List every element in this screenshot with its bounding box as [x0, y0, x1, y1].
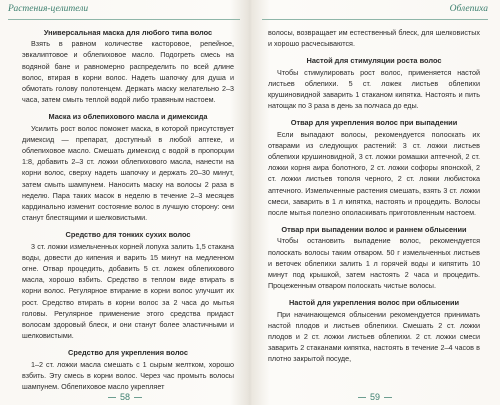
- section-title: Настой для стимуляции роста волос: [306, 56, 442, 66]
- page-number: [345, 392, 405, 402]
- page-number: [95, 392, 155, 402]
- page-number-text: 59: [369, 392, 380, 402]
- page-number-text: 58: [119, 392, 130, 402]
- paragraph: Чтобы стимулировать рост волос, применяется настой листьев облепихи. 5 ст. ложек листьев облепихи крушиновидной заварить 1 стаканом кипятка. Настоять и пить натощак по 3 раза в день за полчаса до еды.: [268, 67, 480, 111]
- paragraph: Чтобы остановить выпадение волос, рекомендуется полоскать волосы таким отваром. 50 г измельченных листьев и веточек облепихи залить 1 л горячей воды и кипятить 10 минут под крышкой, затем настоять 2 часа и процедить. Процеженным отваром полоскать чистые волосы.: [268, 236, 480, 291]
- section-title: Маска из облепихового масла и димексида: [48, 112, 208, 122]
- running-head: Облепиха: [449, 4, 488, 14]
- paragraph: Взять в равном количестве касторовое, репейное, эвкалиптовое и облепиховое масло. Подогреть смесь на водяной бане и равномерно распределить по всей длине волос, втирая в корни волос. Надеть шапочку для душа и обмотать голову полотенцем. Держать маску желательно 2–3 часа, затем смыть теплой водой либо травяным настоем.: [22, 39, 234, 105]
- section-title: Средство для тонких сухих волос: [65, 230, 191, 240]
- paragraph: волосы, возвращает им естественный блеск, для шелковистых и хорошо расчесываются.: [268, 28, 480, 49]
- paragraph: Усилить рост волос поможет маска, в которой присутствует димексид — препарат, доступный в любой аптеке, и облепиховое масло. Смешать димексид с водой в пропорции 1:8, добавить 2–3 ст. ложки облепихового масла, нанести на корни волос, сверху надеть шапочку и держать 20–30 минут, затем смыть шампунем. Наносить маску на волосы 2 раза в неделю. Пара таких масок в неделю в течение 2–3 месяцев кардинально изменит состояние волос в лучшую сторону: они станут блестящими и шелковистыми.: [22, 123, 234, 223]
- paragraph: 1–2 ст. ложки масла смешать с 1 сырым желтком, хорошо взбить. Эту смесь в корни волос. Через час промыть волосы шампунем. Облепиховое масло укрепляет: [22, 359, 234, 392]
- header-rule: [262, 19, 488, 20]
- section-title: Средство для укрепления волос: [68, 348, 188, 358]
- page-text: [268, 27, 480, 365]
- paragraph: Если выпадают волосы, рекомендуется полоскать их отварами из следующих растений: 3 ст. ложки листьев облепихи крушиновидной, 3 ст. ложки ромашки аптечной, 2 ст. ложки корня аира болотного, 2 ст. ложки софоры японской, 2 ст. ложки листьев тополя черного, 2 ст. ложки любистока аптечного. Измельченные растения смешать, взять 3 ст. ложки смеси, заварить в 1 л кипятка, настоять и процедить. Волосы после мытья полезно ополаскивать приготовленным настоем.: [268, 129, 480, 218]
- section-title: Настой для укрепления волос при облысении: [288, 298, 460, 308]
- section-title: Отвар для укрепления волос при выпадении: [290, 118, 458, 128]
- section-title: Универсальная маска для любого типа волос: [43, 28, 213, 37]
- paragraph: 3 ст. ложки измельченных корней лопуха залить 1,5 стакана воды, довести до кипения и варить 15 минут на медленном огне. Отвар процедить, добавить 5 ст. ложек облепихового масла, хорошо взбить. Средство в теплом виде втирать в корни волос. Регулярное втирание в корни волос улучшит их рост. Средство втирать в корни волос за 2 часа до мытья головы. Регулярное применение этого средства придаст волосам здоровый блеск, и они станут более эластичными и шелковистыми.: [22, 241, 234, 341]
- right-page: [250, 0, 500, 405]
- running-head: Растения-целители: [8, 4, 89, 14]
- header-rule: [8, 19, 240, 20]
- section-title: Отвар при выпадении волос и раннем облысении: [281, 225, 467, 235]
- paragraph: При начинающемся облысении рекомендуется принимать настой плодов и листьев облепихи. Смешать 2 ст. ложки плодов и 2 ст. ложки листьев облепихи. 2 ст. ложки смеси заварить 2 стаканами кипятка, настоять в течение 2–4 часов в плотно закрытой посуде,: [268, 309, 480, 364]
- page-text: [22, 27, 234, 392]
